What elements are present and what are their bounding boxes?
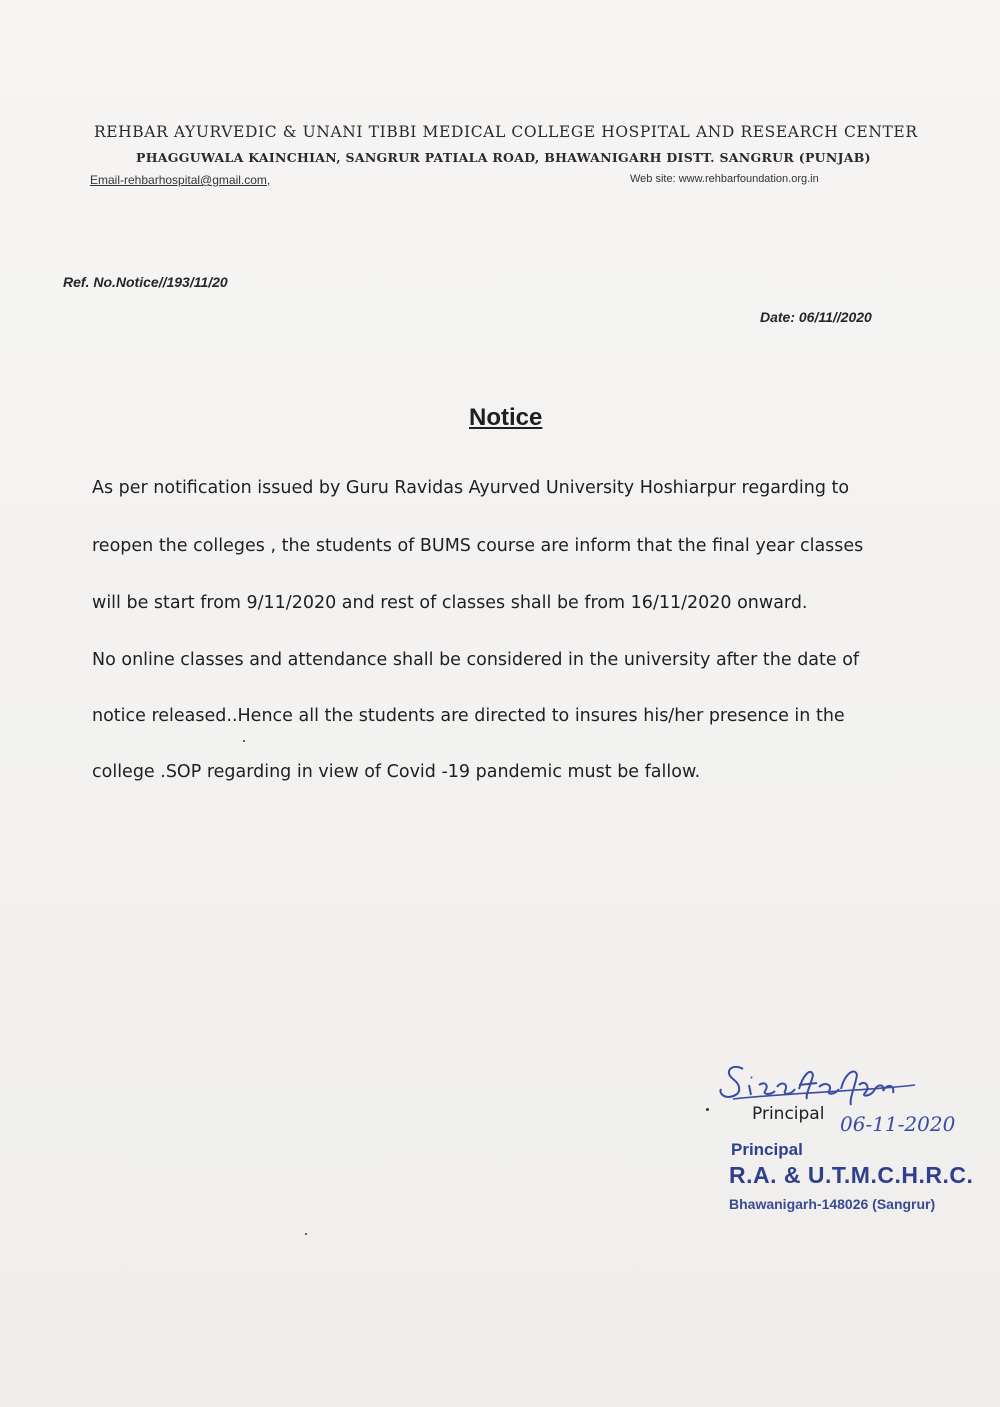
- svg-text:06-11-2020: 06-11-2020: [840, 1112, 956, 1136]
- notice-date: Date: 06/11//2020: [760, 309, 872, 325]
- ink-dot: [243, 740, 245, 742]
- notice-line: As per notification issued by Guru Ravidas Ayurved University Hoshiarpur regarding to: [92, 478, 850, 498]
- stamp-institution: R.A. & U.T.M.C.H.R.C.: [729, 1162, 974, 1188]
- stamp-place: Bhawanigarh-148026 (Sangrur): [729, 1196, 936, 1212]
- notice-line: notice released..Hence all the students are directed to insures his/her presence in the: [92, 706, 845, 726]
- notice-title: Notice: [469, 404, 543, 431]
- ink-dot: [305, 1233, 307, 1235]
- letterhead-email: Email-rehbarhospital@gmail.com,: [90, 173, 271, 187]
- ink-dot: [706, 1108, 709, 1111]
- letterhead-name: REHBAR AYURVEDIC & UNANI TIBBI MEDICAL COLLEGE HOSPITAL AND RESEARCH CENTER: [94, 123, 918, 141]
- stamp-title: Principal: [731, 1140, 803, 1159]
- signature-label: Principal: [752, 1104, 825, 1124]
- reference-number: Ref. No.Notice//193/11/20: [63, 274, 228, 290]
- notice-line: will be start from 9/11/2020 and rest of classes shall be from 16/11/2020 onward.: [92, 593, 808, 613]
- letterhead-website: Web site: www.rehbarfoundation.org.in: [630, 173, 819, 185]
- letterhead-address: PHAGGUWALA KAINCHIAN, SANGRUR PATIALA ROAD, BHAWANIGARH DISTT. SANGRUR (PUNJAB): [136, 150, 871, 165]
- notice-line: reopen the colleges , the students of BUMS course are inform that the final year classes: [92, 536, 864, 556]
- notice-line: college .SOP regarding in view of Covid -19 pandemic must be fallow.: [92, 762, 701, 782]
- notice-line: No online classes and attendance shall be considered in the university after the date of: [92, 650, 860, 670]
- handwritten-signature: [715, 1055, 975, 1145]
